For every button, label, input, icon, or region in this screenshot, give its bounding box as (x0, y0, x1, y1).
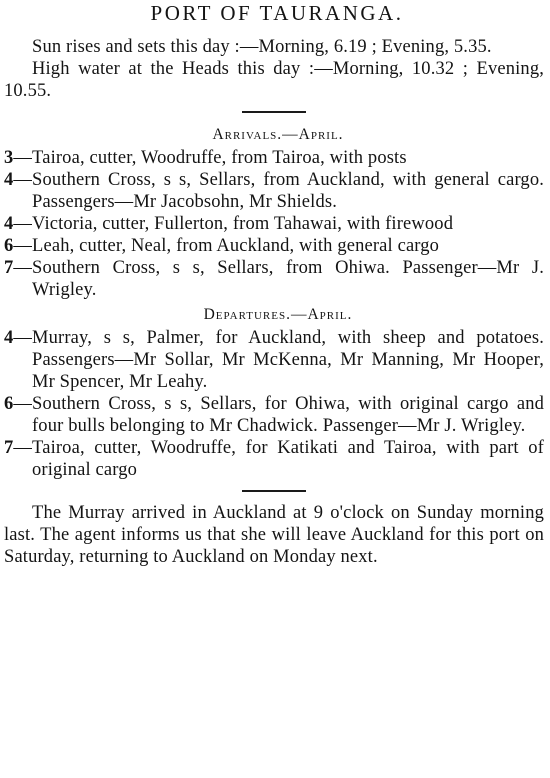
entry-day: 4 (4, 170, 14, 190)
entry-day: 3 (4, 148, 14, 168)
entry-text: —Murray, s s, Palmer, for Auckland, with sheep and potatoes. Passengers—Mr Sollar, Mr McKenna, Mr Manning, Mr Hooper, Mr Spencer, Mr Leahy. (13, 328, 544, 392)
entry-text: —Southern Cross, s s, Sellars, from Auckland, with general cargo. Passengers—Mr Jacobsohn, Mr Shields. (13, 170, 544, 212)
arrivals-heading: Arrivals.—April. (212, 126, 344, 143)
arrival-entry (4, 257, 544, 301)
arrival-entry (4, 169, 544, 213)
tide-times-paragraph: High water at the Heads this day :—Morning, 10.32 ; Evening, 10.55. (4, 59, 544, 101)
entry-text: —Southern Cross, s s, Sellars, from Ohiwa. Passenger—Mr J. Wrigley. (13, 258, 544, 300)
entry-day: 7 (4, 438, 14, 458)
entry-text: —Leah, cutter, Neal, from Auckland, with general cargo (13, 236, 440, 256)
departure-entry (4, 327, 544, 393)
arrival-entry (4, 213, 544, 235)
section-divider (242, 111, 306, 113)
closing-paragraph: The Murray arrived in Auckland at 9 o'clock on Sunday morning last. The agent informs us that she will leave Auckland for this port on Saturday, returning to Auckland on Monday next. (4, 503, 544, 567)
entry-day: 4 (4, 214, 14, 234)
entry-day: 6 (4, 394, 14, 414)
arrival-entry (4, 235, 544, 257)
entry-text: —Victoria, cutter, Fullerton, from Tahawai, with firewood (13, 214, 454, 234)
departure-entry (4, 437, 544, 481)
entry-day: 6 (4, 236, 14, 256)
arrival-entry (4, 147, 544, 169)
departures-heading: Departures.—April. (203, 306, 353, 323)
sun-times-paragraph: Sun rises and sets this day :—Morning, 6.19 ; Evening, 5.35. (32, 37, 492, 57)
entry-text: —Tairoa, cutter, Woodruffe, for Katikati and Tairoa, with part of original cargo (13, 438, 544, 480)
entry-day: 4 (4, 328, 14, 348)
section-divider (242, 490, 306, 492)
entry-text: —Southern Cross, s s, Sellars, for Ohiwa, with original cargo and four bulls belonging to Mr Chadwick. Passenger—Mr J. Wrigley. (13, 394, 544, 436)
entry-day: 7 (4, 258, 14, 278)
masthead-title: PORT OF TAURANGA. (150, 1, 404, 25)
entry-text: —Tairoa, cutter, Woodruffe, from Tairoa, with posts (13, 148, 407, 168)
departure-entry (4, 393, 544, 437)
